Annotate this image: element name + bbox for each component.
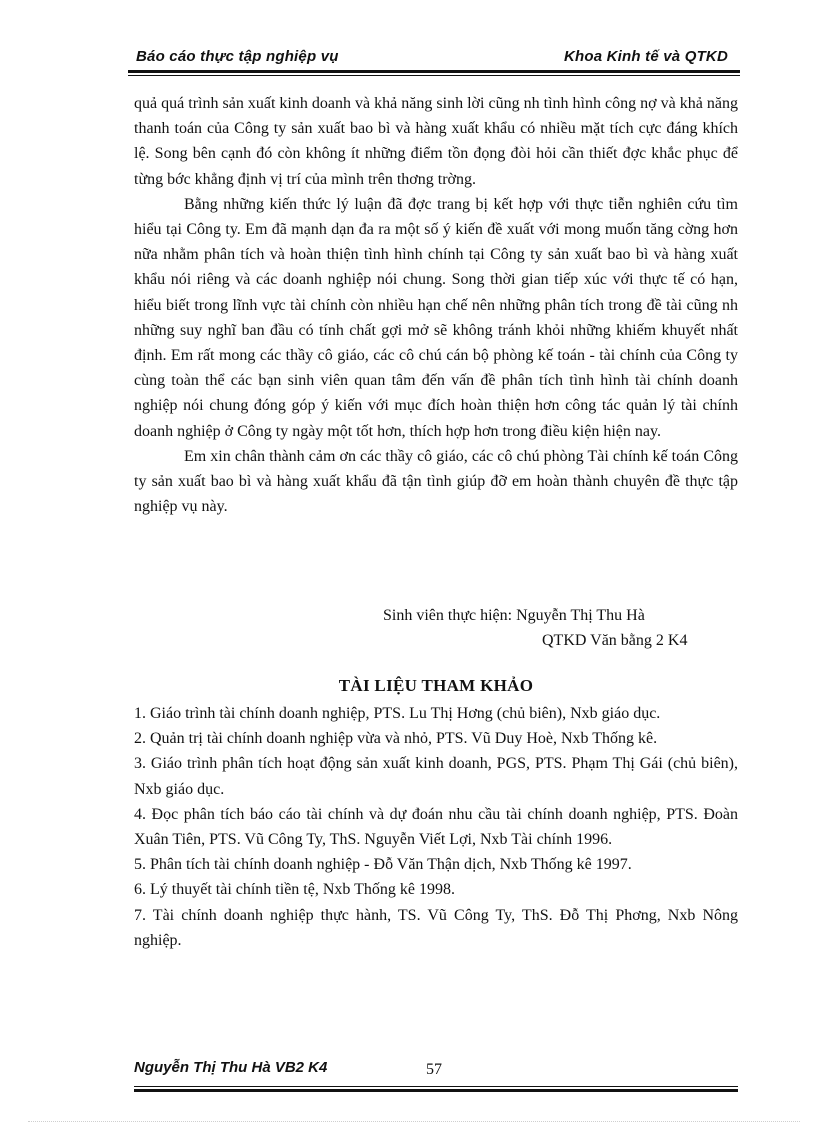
page-footer (134, 1057, 738, 1087)
paragraph-2: Bằng những kiến thức lý luận đã đợc trang bị kết hợp với thực tiễn nghiên cứu tìm hiểu tại Công ty. Em đã mạnh dạn đa ra một số ý kiến đề xuất với mong muốn tăng cờng hơn nữa nhằm phân tích và hoàn thiện tình hình chính tại Công ty sản xuất bao bì và hàng xuất khẩu nói riêng và các doanh nghiệp nói chung. Song thời gian tiếp xúc với thực tế có hạn, hiểu biết trong lĩnh vực tài chính còn nhiều hạn chế nên những phân tích trong đề tài cũng nh những suy nghĩ ban đầu có tính chất gợi mở sẽ không tránh khỏi những khiếm khuyết nhất định. Em rất mong các thầy cô giáo, các cô chú cán bộ phòng kế toán - tài chính của Công ty cùng toàn thể các bạn sinh viên quan tâm đến vấn đề phân tích tình hình tài chính doanh nghiệp nói chung đóng góp ý kiến với mục đích hoàn thiện hơn công tác quản lý tài chính doanh nghiệp ở Công ty ngày một tốt hơn, thích hợp hơn trong điều kiện hiện nay. (134, 195, 738, 440)
paragraph-1: quả quá trình sản xuất kinh doanh và khả năng sinh lời cũng nh tình hình công nợ và khả năng thanh toán của Công ty sản xuất bao bì và hàng xuất khẩu có nhiều mặt tích cực đáng khích lệ. Song bên cạnh đó còn không ít những điểm tồn đọng đòi hỏi cần thiết đợc khắc phục để từng bớc khẳng định vị trí của mình trên thơng trờng. (134, 95, 738, 188)
body-text (134, 91, 738, 519)
page-number: 57 (426, 1061, 442, 1078)
footer-author: Nguyễn Thị Thu Hà VB2 K4 (134, 1059, 328, 1076)
footer-rule-thin (134, 1086, 738, 1087)
header-rule-thick (128, 70, 740, 73)
reference-item: 2. Quản trị tài chính doanh nghiệp vừa và nhỏ, PTS. Vũ Duy Hoè, Nxb Thống kê. (134, 730, 658, 748)
footer-rule-thick (134, 1089, 738, 1092)
header-faculty: Khoa Kinh tế và QTKD (563, 48, 728, 65)
paragraph-3: Em xin chân thành cảm ơn các thầy cô giáo, các cô chú phòng Tài chính kế toán Công ty sản xuất bao bì và hàng xuất khẩu đã tận tình giúp đỡ em hoàn thành chuyên đề thực tập nghiệp vụ này. (134, 447, 738, 516)
reference-item: 5. Phân tích tài chính doanh nghiệp - Đỗ Văn Thận dịch, Nxb Thống kê 1997. (134, 856, 632, 874)
signature-block (383, 603, 687, 653)
page-bottom-dotted-line (28, 1121, 800, 1122)
reference-item: 1. Giáo trình tài chính doanh nghiệp, PTS. Lu Thị Hơng (chủ biên), Nxb giáo dục. (134, 705, 661, 722)
header-report-title: Báo cáo thực tập nghiệp vụ (136, 48, 339, 65)
reference-item: 6. Lý thuyết tài chính tiền tệ, Nxb Thống kê 1998. (134, 881, 455, 899)
page-header (128, 46, 740, 70)
reference-item: 3. Giáo trình phân tích hoạt động sản xuất kinh doanh, PGS, PTS. Phạm Thị Gái (chủ biên), Nxb giáo dục. (134, 755, 738, 798)
reference-item: 7. Tài chính doanh nghiệp thực hành, TS. Vũ Công Ty, ThS. Đỗ Thị Phơng, Nxb Nông nghiệp. (134, 906, 738, 949)
header-rule-thin (128, 75, 740, 76)
references-list (134, 701, 738, 953)
reference-item: 4. Đọc phân tích báo cáo tài chính và dự đoán nhu cầu tài chính doanh nghiệp, PTS. Đoàn Xuân Tiên, PTS. Vũ Công Ty, ThS. Nguyễn Viết Lợi, Nxb Tài chính 1996. (134, 805, 738, 849)
references-title: TÀI LIỆU THAM KHẢO (338, 676, 534, 695)
signature-class: QTKD Văn bằng 2 K4 (542, 632, 688, 650)
signature-author: Sinh viên thực hiện: Nguyễn Thị Thu Hà (383, 607, 645, 624)
